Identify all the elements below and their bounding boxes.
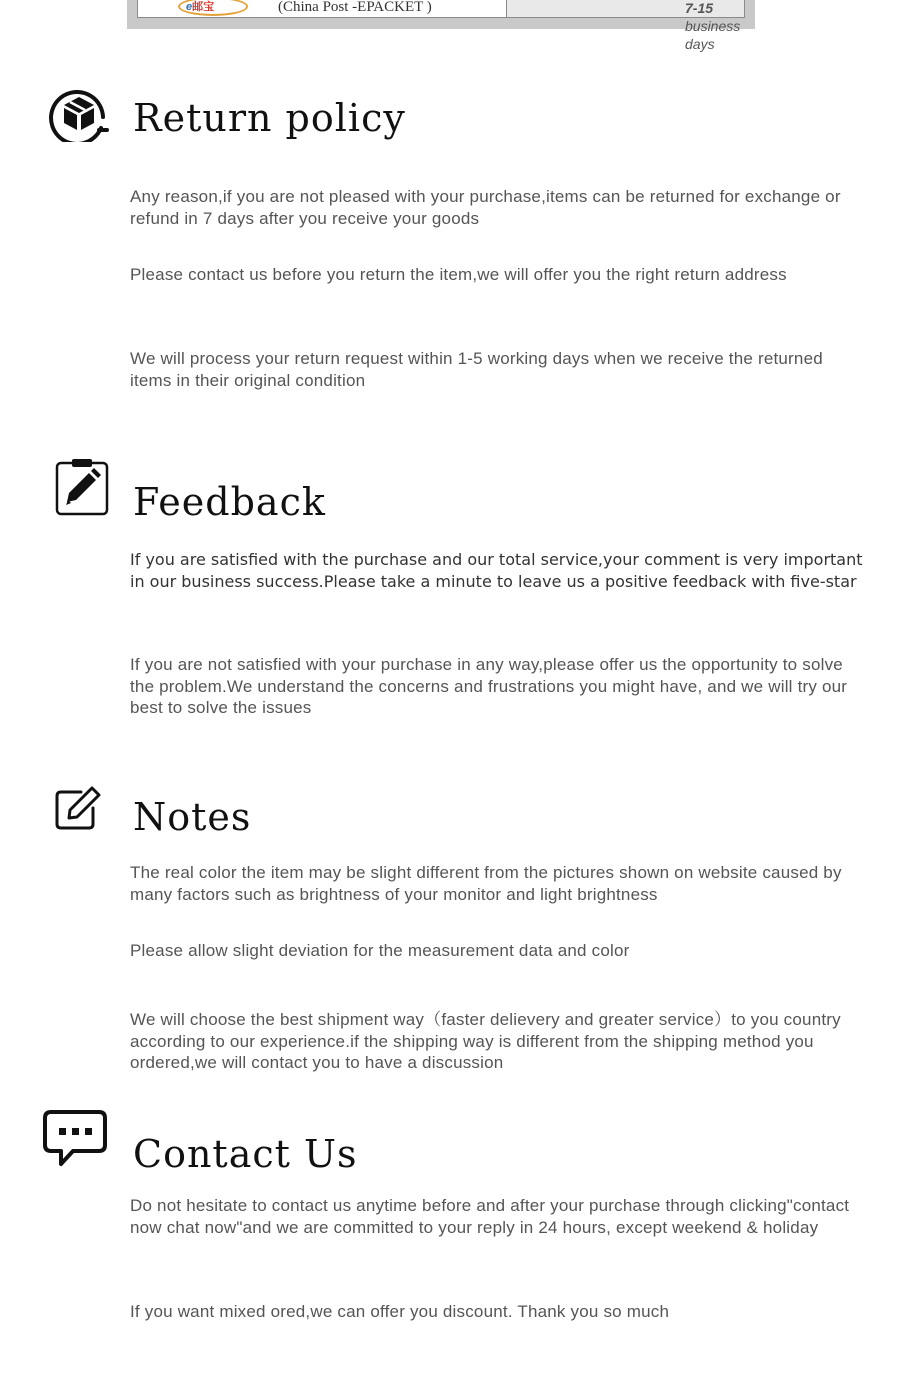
return-paragraph-1: Any reason,if you are not pleased with your purchase,items can be returned for exchange or refund in 7 days after you receive your goods [130,187,841,228]
shipping-method-cell [137,0,507,18]
epacket-logo: e邮宝 [178,0,248,16]
feedback-heading: Feedback [133,480,326,524]
shipping-days-label: 7-15 business days [685,0,741,52]
feedback-paragraph-1: If you are satisfied with the purchase and our total service,your comment is very important in our business success.Please take a minute to leave us a positive feedback with five-star [130,550,863,591]
return-policy-heading: Return policy [133,96,406,140]
notes-paragraph-2: Please allow slight deviation for the measurement data and color [130,941,630,960]
shipping-table-strip [127,0,755,52]
shipping-days-cell [507,0,745,52]
return-paragraph-2: Please contact us before you return the item,we will offer you the right return address [130,265,787,284]
notes-heading: Notes [133,795,252,839]
package-box-icon [49,84,109,142]
notes-paragraph-1: The real color the item may be slight different from the pictures shown on website caused by many factors such as brightness of your monitor and light brightness [130,863,842,904]
shipping-method-label: (China Post -EPACKET ) [278,0,432,15]
notes-paragraph-3: We will choose the best shipment way（faster delievery and greater service）to you country according to our experience.if the shipping way is different from the shipping method you ordered,we will contact you to have a discussion [130,1010,841,1073]
chat-bubble-icon [43,1109,109,1169]
contact-us-heading: Contact Us [133,1132,358,1176]
contact-paragraph-2: If you want mixed ored,we can offer you discount. Thank you so much [130,1302,670,1321]
clipboard-pen-icon [55,458,111,518]
contact-paragraph-1: Do not hesitate to contact us anytime before and after your purchase through clicking"contact now chat now"and we are committed to your reply in 24 hours, except weekend & holiday [130,1196,850,1237]
feedback-paragraph-2: If you are not satisfied with your purchase in any way,please offer us the opportunity to solve the problem.We understand the concerns and frustrations you might have, and we will try our best to solve the issues [130,655,848,718]
return-paragraph-3: We will process your return request within 1-5 working days when we receive the returned items in their original condition [130,349,823,390]
edit-note-icon [53,784,105,834]
